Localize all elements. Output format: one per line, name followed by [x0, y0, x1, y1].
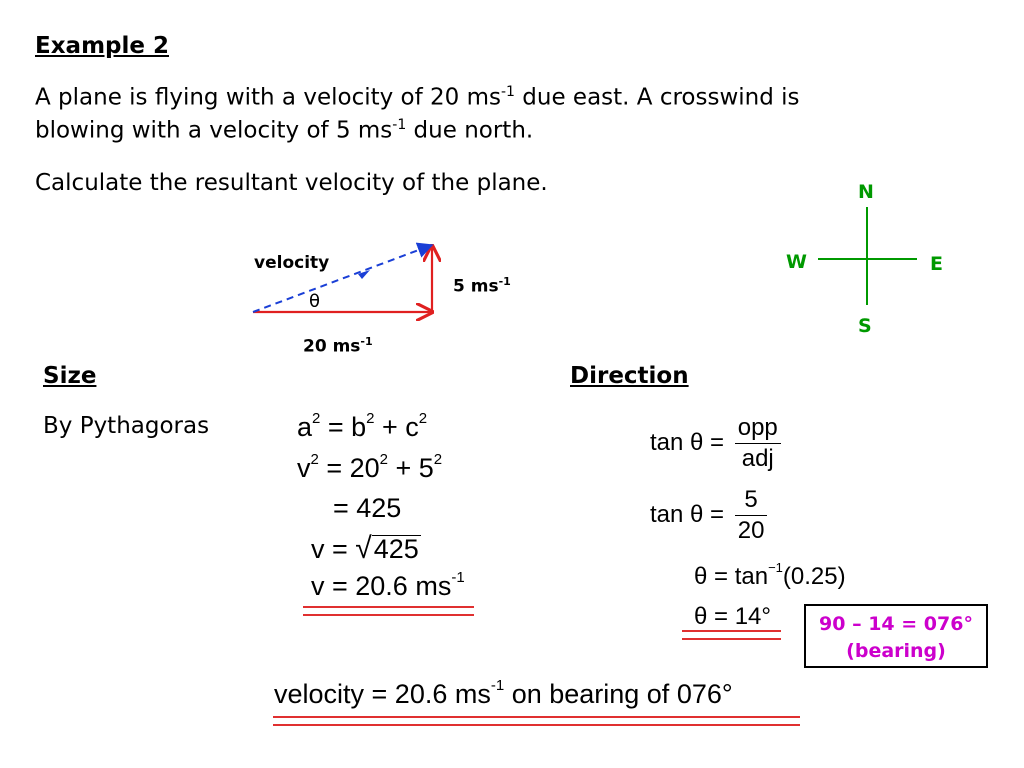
size-equation-3: = 425 [333, 493, 402, 523]
eq2-plus: + 5 [388, 453, 434, 483]
final-answer-double-underline [273, 716, 800, 726]
final-answer-text-b: on bearing of 076° [504, 679, 733, 709]
problem-question: Calculate the resultant velocity of the plane. [35, 170, 548, 196]
direction-equation-1 [650, 414, 781, 473]
eq2-a-sup: 2 [310, 451, 319, 468]
final-answer-sup: -1 [490, 677, 505, 694]
horizontal-vector-label [303, 335, 373, 357]
vertical-vector-label-text: 5 ms [453, 276, 499, 297]
horizontal-vector-label-text: 20 ms [303, 336, 361, 357]
eq1-c-sup: 2 [418, 410, 428, 427]
dir-eq3-lhs: θ = tan [694, 563, 769, 590]
size-equation-5 [311, 571, 465, 602]
eq2-b-sup: 2 [379, 451, 388, 468]
problem-line-1-text-a: A plane is flying with a velocity of 20 ms [35, 84, 501, 111]
size-equation-2 [297, 453, 442, 484]
direction-heading: Direction [570, 363, 689, 389]
eq5-sup: -1 [451, 569, 465, 586]
bearing-callout-box [804, 604, 988, 668]
size-equation-1 [297, 412, 427, 443]
eq1-rel: = b [320, 412, 367, 442]
eq5-text: v = 20.6 ms [311, 571, 452, 601]
direction-result-double-underline [682, 630, 781, 640]
example-title: Example 2 [35, 33, 169, 59]
eq2-a: v [297, 453, 311, 483]
dir-eq3-arg: (0.25) [782, 563, 846, 590]
pythagoras-label: By Pythagoras [43, 413, 210, 439]
problem-line-2-sup: -1 [392, 117, 407, 133]
sqrt-radicand: 425 [373, 534, 419, 564]
vertical-vector-label [453, 275, 511, 297]
size-heading: Size [43, 363, 97, 389]
problem-line-1-sup: -1 [501, 84, 515, 100]
eq1-plus: + c [374, 412, 419, 442]
velocity-label: velocity [254, 253, 330, 273]
compass-south: S [858, 315, 872, 337]
problem-line-1-text-b: due east. A crosswind is [514, 84, 800, 111]
eq4-lhs: v = [311, 534, 356, 564]
problem-line-2-text-b: due north. [406, 117, 534, 144]
bearing-calc-line: 90 – 14 = 076° [819, 613, 973, 635]
eq1-a-sup: 2 [312, 410, 321, 427]
eq2-rel: = 20 [318, 453, 380, 483]
sqrt-symbol: √ [355, 532, 372, 565]
size-result-double-underline [303, 606, 474, 616]
dir-eq2-lhs: tan θ = [650, 500, 731, 528]
fraction-numerator: opp [735, 414, 781, 444]
eq1-b-sup: 2 [366, 410, 375, 427]
problem-line-2-text-a: blowing with a velocity of 5 ms [35, 117, 393, 144]
fraction-numerator: 5 [735, 486, 768, 516]
direction-equation-4: θ = 14° [694, 603, 771, 630]
eq1-a: a [297, 412, 313, 442]
vertical-vector-label-sup: -1 [498, 275, 511, 288]
fraction-denominator: 20 [737, 517, 765, 544]
opp-adj-fraction [735, 414, 781, 473]
bearing-label-line: (bearing) [846, 640, 946, 662]
five-over-twenty-fraction [735, 486, 768, 545]
fraction-denominator: adj [741, 445, 774, 472]
compass-west: W [786, 251, 807, 273]
dir-eq3-sup: −1 [768, 560, 783, 575]
final-answer-text-a: velocity = 20.6 ms [274, 679, 491, 709]
direction-equation-3 [694, 560, 846, 591]
eq2-c-sup: 2 [433, 451, 443, 468]
size-equation-4 [311, 532, 421, 566]
compass-east: E [930, 253, 943, 275]
horizontal-vector-label-sup: -1 [360, 335, 373, 348]
final-answer [274, 679, 733, 710]
direction-equation-2 [650, 486, 767, 545]
dir-eq1-lhs: tan θ = [650, 428, 731, 456]
compass-north: N [858, 181, 874, 203]
theta-label: θ [309, 291, 321, 312]
